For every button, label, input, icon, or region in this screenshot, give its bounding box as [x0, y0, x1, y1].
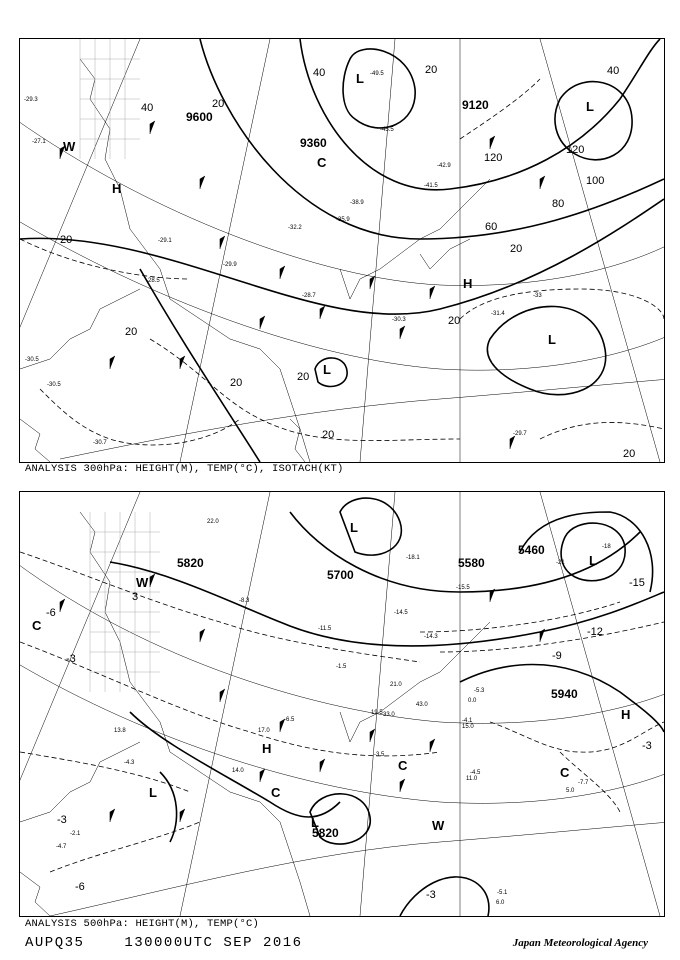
station-value: -6.5	[284, 717, 295, 723]
temp-label: -28.5	[146, 278, 160, 284]
low-center: L	[311, 815, 319, 830]
product-code: AUPQ35	[25, 935, 85, 951]
agency-credit: Japan Meteorological Agency	[512, 937, 648, 949]
isotach-labels	[60, 64, 635, 460]
station-value: 14.0	[232, 768, 244, 774]
temp-label: -38.9	[350, 200, 364, 206]
cold-center: C	[317, 155, 327, 170]
product-line	[25, 935, 333, 951]
temp-label: -3	[66, 653, 76, 665]
height-label: 5940	[551, 687, 578, 701]
station-value: -15.5	[456, 585, 470, 591]
isotach-label: 20	[212, 98, 225, 110]
station-value: -14.5	[394, 610, 408, 616]
station-value: -18	[602, 544, 611, 550]
temp-label: -29.7	[513, 431, 527, 437]
graticule	[20, 492, 664, 916]
station-value: -4.5	[470, 770, 481, 776]
station-value: 5.0	[566, 788, 575, 794]
height-label: 5460	[518, 543, 545, 557]
height-label: 9120	[462, 98, 489, 112]
low-center: L	[586, 99, 594, 114]
station-value: 19.5	[371, 710, 383, 716]
temp-label: -35.9	[336, 217, 350, 223]
temp-label: -3	[642, 740, 652, 752]
temperature-contours	[20, 552, 664, 872]
temp-label: -29.9	[223, 262, 237, 268]
station-value: -4.7	[56, 844, 67, 850]
station-value: 15.0	[462, 724, 474, 730]
isotach-label: 20	[623, 448, 636, 460]
temp-label: -29.3	[24, 97, 38, 103]
isotachs	[20, 79, 664, 445]
station-value: -21	[556, 560, 565, 566]
chart-300hpa	[19, 38, 665, 463]
coastlines	[20, 512, 490, 916]
temperature-labels	[24, 71, 542, 446]
temp-label: -49.5	[370, 71, 384, 77]
warm-center: W	[63, 139, 76, 154]
height-label: 5580	[458, 556, 485, 570]
isotach-label: 80	[552, 198, 565, 210]
isotach-label: 40	[141, 102, 154, 114]
cold-center: C	[398, 758, 408, 773]
low-center: L	[323, 362, 331, 377]
station-value: 43.0	[416, 702, 428, 708]
temp-label: -3	[57, 814, 67, 826]
temp-label: -45.5	[380, 127, 394, 133]
graticule	[20, 39, 664, 462]
high-center: H	[112, 181, 122, 196]
pressure-centers	[63, 71, 594, 377]
isotach-label: 20	[230, 377, 243, 389]
temp-label: -6	[46, 607, 56, 619]
temp-label: -28.7	[302, 293, 316, 299]
low-center: L	[350, 520, 358, 535]
cold-center: C	[560, 765, 570, 780]
high-center: H	[262, 741, 272, 756]
station-value: -1.5	[336, 664, 347, 670]
height-contours	[20, 39, 664, 462]
station-value: -4.3	[124, 760, 135, 766]
station-value: -8.3	[239, 598, 250, 604]
isotach-label: 20	[322, 429, 335, 441]
isotach-label: 20	[125, 326, 138, 338]
caption-300hpa: ANALYSIS 300hPa: HEIGHT(M), TEMP(°C), ISOTACH(KT)	[25, 463, 344, 475]
isotach-label: 20	[60, 234, 73, 246]
station-value: 0.0	[468, 698, 477, 704]
warm-center: W	[432, 818, 445, 833]
isotach-label: 20	[448, 315, 461, 327]
height-label: 9600	[186, 110, 213, 124]
high-center: H	[463, 276, 473, 291]
station-value: 6.0	[496, 900, 505, 906]
temp-label: 3	[132, 591, 139, 603]
low-center: L	[548, 332, 556, 347]
station-value: -3.5	[374, 752, 385, 758]
isotach-label: 100	[586, 175, 605, 187]
isotach-label: 120	[484, 152, 503, 164]
low-center: L	[589, 553, 597, 568]
temp-label: -32.2	[288, 225, 302, 231]
temp-label: -31.4	[491, 311, 505, 317]
map-300hpa	[20, 39, 664, 462]
station-value: 33.0	[383, 712, 395, 718]
cold-center: C	[32, 618, 42, 633]
station-value: 17.0	[258, 728, 270, 734]
grid-hatch	[90, 512, 160, 692]
station-value: -2.1	[70, 831, 81, 837]
cold-center: C	[271, 785, 281, 800]
station-value: -4.1	[462, 718, 473, 724]
warm-center: W	[136, 575, 149, 590]
temp-label: -41.5	[424, 183, 438, 189]
temp-label: -30.5	[25, 357, 39, 363]
station-value: -5.3	[474, 688, 485, 694]
isotach-label: 60	[485, 221, 498, 233]
high-center: H	[621, 707, 631, 722]
isotach-label: 20	[425, 64, 438, 76]
station-value: -7.7	[578, 780, 589, 786]
valid-time: 130000UTC SEP 2016	[124, 935, 303, 951]
height-label: 5700	[327, 568, 354, 582]
height-label: 5820	[312, 826, 339, 840]
station-value: 13.8	[114, 728, 126, 734]
temp-label: -29.1	[158, 238, 172, 244]
low-center: L	[356, 71, 364, 86]
low-center: L	[149, 785, 157, 800]
temp-label: -9	[552, 650, 562, 662]
temp-label: -3	[426, 889, 436, 901]
caption-500hpa: ANALYSIS 500hPa: HEIGHT(M), TEMP(°C)	[25, 918, 260, 930]
station-value: 22.0	[207, 519, 219, 525]
height-label: 5820	[177, 556, 204, 570]
station-value: -11.5	[318, 626, 332, 632]
grid-hatch	[80, 39, 140, 159]
station-value: 21.0	[390, 682, 402, 688]
temp-label: -42.9	[437, 163, 451, 169]
isotach-label: 20	[510, 243, 523, 255]
temp-label: -12	[587, 626, 603, 638]
isotach-label: 40	[313, 67, 326, 79]
temp-label: -6	[75, 881, 85, 893]
temp-label: -33	[533, 293, 542, 299]
isotach-label: 40	[607, 65, 620, 77]
map-500hpa	[20, 492, 664, 916]
station-value: 11.0	[466, 776, 478, 782]
isotach-label: 120	[566, 144, 585, 156]
station-value: -5.1	[497, 890, 508, 896]
chart-500hpa	[19, 491, 665, 917]
temp-label: -30.7	[93, 440, 107, 446]
isotach-label: 20	[297, 371, 310, 383]
station-value: -14.3	[424, 634, 438, 640]
height-label: 9360	[300, 136, 327, 150]
station-value: -18.1	[406, 555, 420, 561]
temp-label: -15	[629, 577, 645, 589]
temp-label: -30.5	[47, 382, 61, 388]
temp-label: -27.1	[32, 139, 46, 145]
temp-label: -30.3	[392, 317, 406, 323]
height-labels	[186, 98, 489, 150]
